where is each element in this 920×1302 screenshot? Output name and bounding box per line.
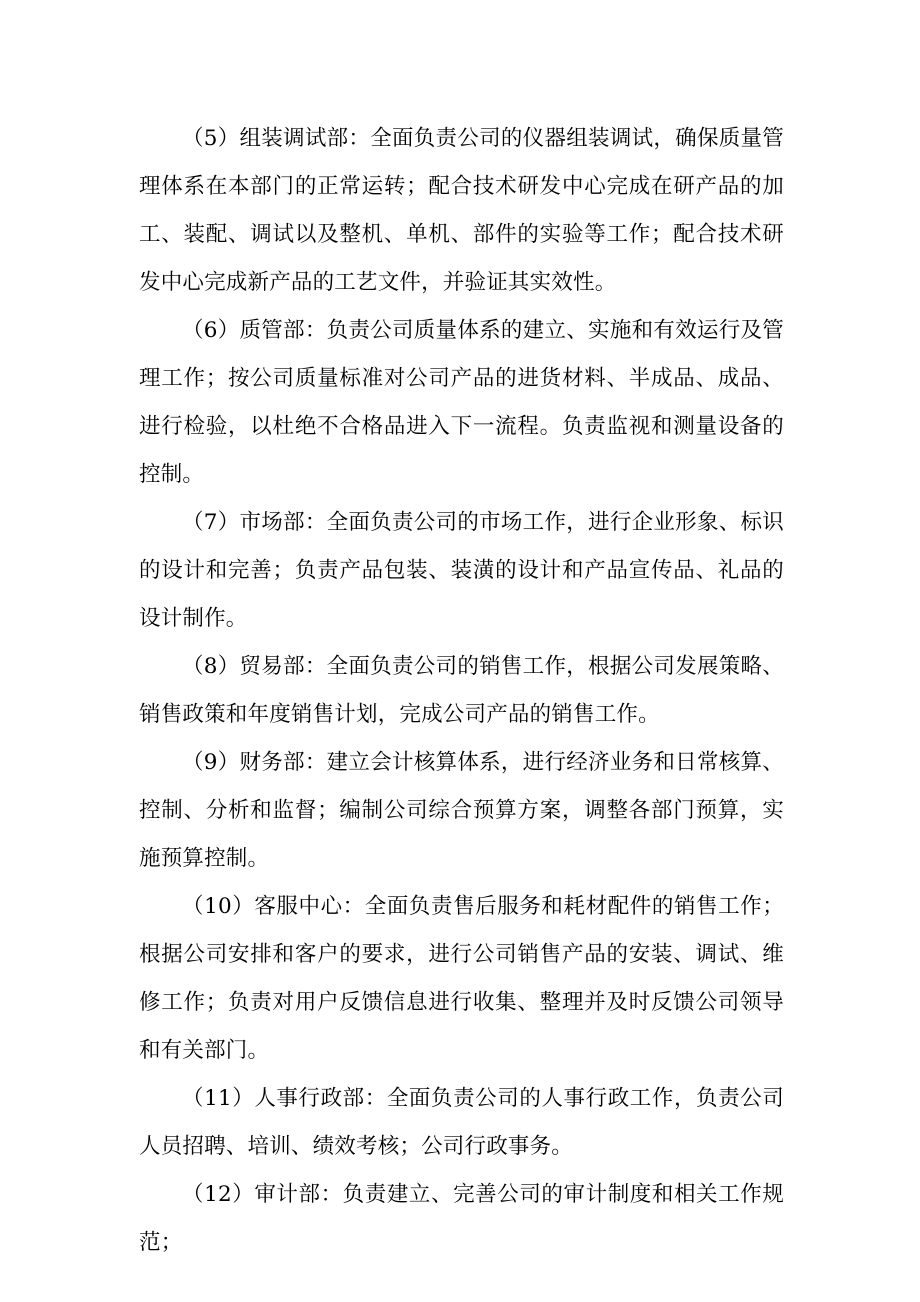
paragraph-customer-service-center: （10）客服中心：全面负责售后服务和耗材配件的销售工作；根据公司安排和客户的要求，进行公司销售产品的安装、调试、维修工作；负责对用户反馈信息进行收集、整理并及时反馈公司领导和有关部门。 [139,894,784,1063]
paragraph-hr-admin-dept: （11）人事行政部：全面负责公司的人事行政工作，负责公司人员招聘、培训、绩效考核；公司行政事务。 [139,1086,784,1159]
paragraph-marketing-dept: （7）市场部：全面负责公司的市场工作，进行企业形象、标识的设计和完善；负责产品包装、装潢的设计和产品宣传品、礼品的设计制作。 [139,510,784,631]
paragraph-trade-dept: （8）贸易部：全面负责公司的销售工作，根据公司发展策略、销售政策和年度销售计划，完成公司产品的销售工作。 [139,654,784,727]
paragraph-quality-dept: （6）质管部：负责公司质量体系的建立、实施和有效运行及管理工作；按公司质量标准对公司产品的进货材料、半成品、成品、进行检验，以杜绝不合格品进入下一流程。负责监视和测量设备的控制。 [139,318,784,487]
paragraph-assembly-debug-dept: （5）组装调试部：全面负责公司的仪器组装调试，确保质量管理体系在本部门的正常运转；配合技术研发中心完成在研产品的加工、装配、调试以及整机、单机、部件的实验等工作；配合技术研发中心完成新产品的工艺文件，并验证其实效性。 [139,126,784,295]
paragraph-finance-dept: （9）财务部：建立会计核算体系，进行经济业务和日常核算、控制、分析和监督；编制公司综合预算方案，调整各部门预算，实施预算控制。 [139,750,784,871]
document-body [139,115,784,1267]
paragraph-audit-dept: （12）审计部：负责建立、完善公司的审计制度和相关工作规范； [139,1182,784,1255]
